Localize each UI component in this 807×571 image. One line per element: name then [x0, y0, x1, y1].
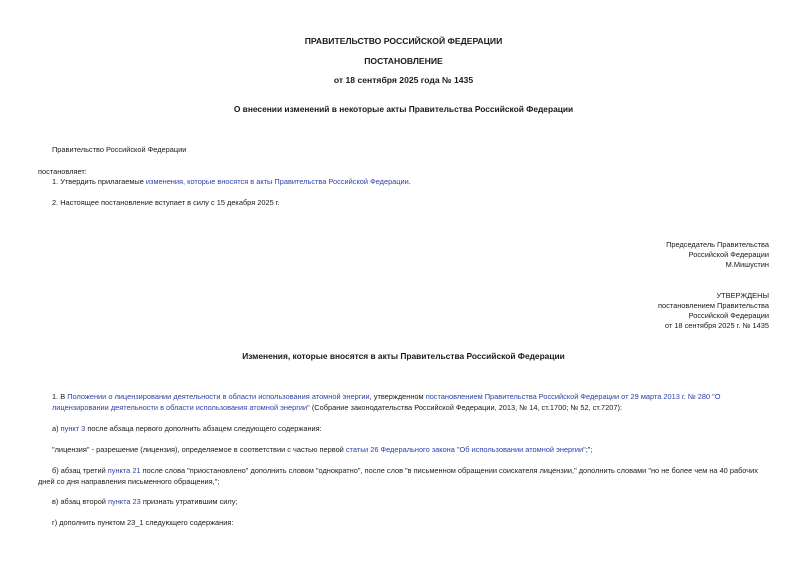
item-v-start: в) абзац второй: [52, 497, 108, 506]
changes-item-a: [52, 424, 322, 435]
approved-label: УТВЕРЖДЕНЫ: [716, 291, 769, 300]
p1-end: (Собрание законодательства Российской Федерации, 2013, № 14, ст.1700; № 52, ст.7207):: [309, 402, 622, 412]
p1-middle: , утвержденном: [369, 392, 426, 401]
link-point-3[interactable]: пункт 3: [60, 424, 86, 433]
government-heading: ПРАВИТЕЛЬСТВО РОССИЙСКОЙ ФЕДЕРАЦИИ: [304, 36, 503, 46]
item-1-prefix: 1. Утвердить прилагаемые: [52, 177, 146, 186]
link-licensing-regulation[interactable]: Положении о лицензировании деятельности в области использования атомной энергии: [67, 392, 370, 401]
preamble-government: Правительство Российской Федерации: [52, 145, 187, 154]
document-date-number: от 18 сентября 2025 года № 1435: [333, 75, 474, 85]
item-1-suffix: .: [408, 177, 411, 186]
item-1: [52, 177, 411, 188]
link-point-23[interactable]: пункта 23: [108, 497, 141, 506]
signature-federation: Российской Федерации: [688, 250, 769, 259]
approved-date: от 18 сентября 2025 г. № 1435: [664, 321, 769, 330]
link-point-21[interactable]: пункта 21: [107, 466, 141, 475]
changes-paragraph-1: [52, 392, 770, 413]
link-approved-changes[interactable]: изменения, которые вносятся в акты Правительства Российской Федерации: [145, 177, 409, 186]
document-type: ПОСТАНОВЛЕНИЕ: [364, 56, 443, 66]
document-title: О внесении изменений в некоторые акты Правительства Российской Федерации: [233, 104, 574, 114]
p1-start: 1. В: [52, 392, 68, 401]
changes-item-g: г) дополнить пунктом 23_1 следующего содержания:: [52, 518, 234, 527]
link-article-26[interactable]: статьи 26 Федерального закона "Об использовании атомной энергии": [345, 445, 586, 454]
approved-by: постановлением Правительства: [658, 301, 769, 310]
item-b-start: б) абзац третий: [52, 466, 108, 475]
quote-start: "лицензия" - разрешение (лицензия), определяемое в соответствии с частью первой: [52, 445, 346, 454]
signature-position: Председатель Правительства: [666, 240, 769, 249]
item-a-start: а): [52, 424, 61, 433]
preamble-resolves: постановляет:: [38, 167, 87, 176]
item-a-end: после абзаца первого дополнить абзацем следующего содержания:: [85, 424, 322, 433]
changes-item-b: [38, 466, 768, 487]
item-b-end: после слова "приостановлено" дополнить словом "однократно", после слов "в письменном обращении соискателя лицензии," дополнить словами "но не более чем на 40 рабочих дней со дня направления письменного обращения,";: [38, 466, 758, 486]
signature-name: М.Мишустин: [725, 260, 769, 269]
approved-federation: Российской Федерации: [688, 311, 769, 320]
quote-end: ;";: [585, 445, 593, 454]
changes-quote: [52, 445, 592, 456]
link-resolution-280[interactable]: постановлением Правительства Российской Федерации от 29 марта 2013 г. № 280 "О лицензировании деятельности в области использования атомной энергии": [52, 392, 721, 412]
changes-item-v: [52, 497, 237, 508]
item-v-end: признать утратившим силу;: [140, 497, 238, 506]
item-2: 2. Настоящее постановление вступает в силу с 15 декабря 2025 г.: [52, 198, 280, 207]
changes-title: Изменения, которые вносятся в акты Правительства Российской Федерации: [242, 351, 565, 361]
